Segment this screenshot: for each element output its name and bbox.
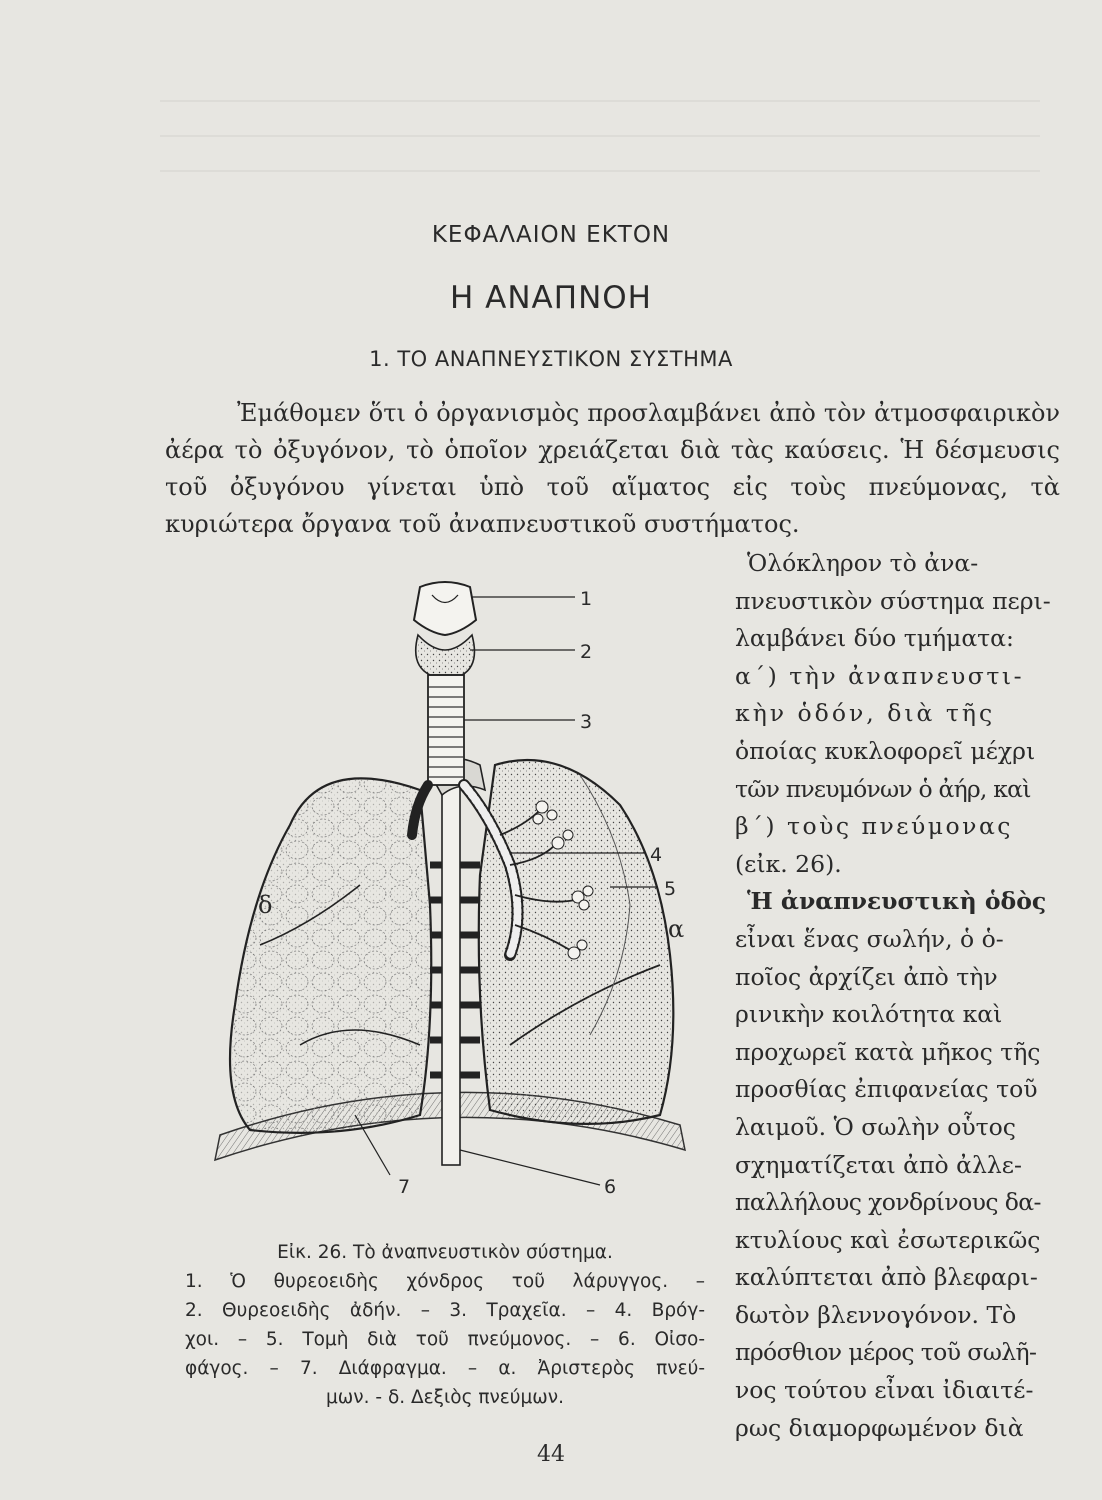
figure-label-alpha: α	[668, 915, 685, 943]
page-number: 44	[537, 1442, 565, 1467]
right-column-text	[735, 545, 1060, 1447]
bleed-through-line	[160, 135, 1040, 137]
trachea	[428, 675, 464, 785]
figure-label-1: 1	[580, 588, 593, 610]
text-line: ποῖος ἀρχίζει ἀπὸ τὴν	[735, 962, 998, 991]
text-line: πρόσθιον μέρος τοῦ σωλῆ-	[735, 1338, 1037, 1367]
thyroid-gland	[416, 635, 475, 675]
caption-line: φάγος. – 7. Διάφραγμα. – α. Ἀριστερὸς πνεύ-	[185, 1358, 705, 1379]
caption-title: Εἰκ. 26. Τὸ ἀναπνευστικὸν σύστημα.	[277, 1242, 613, 1263]
text-line: δωτὸν βλεννογόνον. Τὸ	[735, 1300, 1017, 1329]
text-line: (εἰκ. 26).	[735, 849, 842, 878]
text-line: λαιμοῦ. Ὁ σωλὴν οὗτος	[735, 1112, 1016, 1141]
caption-line: 2. Θυρεοειδὴς ἀδήν. – 3. Τραχεῖα. – 4. Βρόγ-	[185, 1300, 705, 1321]
page-title: Η ΑΝΑΠΝΟΗ	[450, 280, 652, 316]
figure-label-4: 4	[650, 844, 663, 866]
figure-caption	[185, 1238, 705, 1412]
text-line: ρινικὴν κοιλότητα καὶ	[735, 1000, 1003, 1029]
text-line: Ὁλόκληρον τὸ ἀνα-	[747, 549, 979, 577]
text-line: ὁποίας κυκλοφορεῖ μέχρι	[735, 736, 1036, 765]
caption-line: 1. Ὁ θυρεοειδὴς χόνδρος τοῦ λάρυγγος. –	[185, 1271, 705, 1292]
figure-label-7: 7	[398, 1176, 411, 1198]
text-line: β΄) τοὺς πνεύμονας	[735, 812, 1013, 841]
caption-line: χοι. – 5. Τομὴ διὰ τοῦ πνεύμονος. – 6. Οἰσο-	[185, 1329, 705, 1350]
intro-paragraph	[165, 395, 1060, 543]
text-line: σχηματίζεται ἀπὸ ἀλλε-	[735, 1150, 1022, 1179]
text-line: παλλήλους χονδρίνους δα-	[735, 1188, 1041, 1217]
caption-line: μων. - δ. Δεξιὸς πνεύμων.	[326, 1387, 564, 1408]
text-line: εἶναι ἕνας σωλήν, ὁ ὁ-	[735, 924, 1004, 953]
text-line: λαμβάνει δύο τμήματα:	[735, 624, 1014, 653]
chapter-heading: ΚΕΦΑΛΑΙΟΝ ΕΚΤΟΝ	[431, 222, 671, 248]
section-heading: 1. ΤΟ ΑΝΑΠΝΕΥΣΤΙΚΟΝ ΣΥΣΤΗΜΑ	[369, 347, 733, 371]
text-line: καλύπτεται ἀπὸ βλεφαρι-	[735, 1263, 1038, 1292]
figure-label-6: 6	[604, 1176, 617, 1198]
figure-label-5: 5	[664, 878, 677, 900]
text-line: ρως διαμορφωμένον διὰ	[735, 1413, 1024, 1442]
intro-text: Ἐμάθομεν ὅτι ὁ ὀργανισμὸς προσλαμβάνει ἀπὸ τὸν ἀτμοσφαιρικὸν ἀέρα τὸ ὀξυγόνον, τὸ ὁποῖον χρειάζεται διὰ τὰς καύσεις. Ἡ δέσμευσις τοῦ ὀξυγόνου γίνεται ὑπὸ τοῦ αἵματος εἰς τοὺς πνεύμονας, τὰ κυριώτερα ὄργανα τοῦ ἀναπνευστικοῦ συστήματος.	[165, 399, 1060, 538]
esophagus	[442, 775, 460, 1165]
figure-label-delta: δ	[258, 891, 273, 919]
text-line: πνευστικὸν σύστημα περι-	[735, 586, 1051, 615]
text-line: κὴν ὁδόν, διὰ τῆς	[735, 699, 996, 728]
text-line: νος τούτου εἶναι ἰδιαιτέ-	[735, 1376, 1034, 1405]
text-line: προσθίας ἐπιφανείας τοῦ	[735, 1075, 1038, 1104]
figure-label-2: 2	[580, 641, 593, 663]
right-lung-shading	[230, 778, 431, 1133]
bleed-through-line	[160, 170, 1040, 172]
bold-phrase: Ἡ ἀναπνευστικὴ ὁδὸς	[747, 887, 1047, 916]
figure-label-3: 3	[580, 711, 593, 733]
lungs-illustration	[180, 575, 720, 1215]
text-line: α΄) τὴν ἀναπνευστι-	[735, 661, 1025, 690]
thyroid-cartilage	[414, 582, 476, 635]
text-line: προχωρεῖ κατὰ μῆκος τῆς	[735, 1037, 1041, 1066]
text-line: κτυλίους καὶ ἐσωτερικῶς	[735, 1225, 1041, 1254]
text-line: τῶν πνευμόνων ὁ ἀήρ, καὶ	[735, 774, 1031, 803]
bleed-through-line	[160, 100, 1040, 102]
respiratory-system-figure	[180, 575, 720, 1215]
